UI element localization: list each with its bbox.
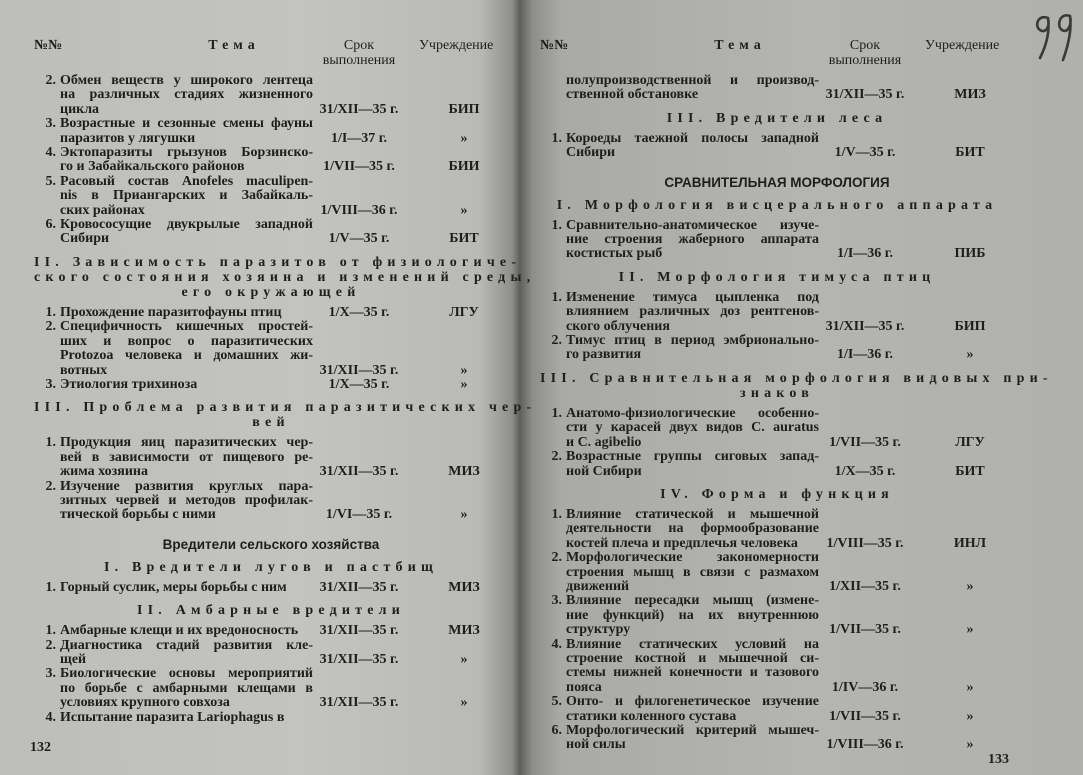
section-heading-line: III. Сравнительная морфология видовых при-: [540, 370, 1053, 386]
chapter-heading: Вредители сельского хозяйства: [162, 536, 380, 552]
row-topic-line: го развития: [566, 347, 642, 363]
row-topic-line: Морфологический критерий мышеч-: [566, 723, 819, 738]
row-topic-line: Влияние статических условий на: [566, 636, 819, 652]
row-number: 2.: [45, 478, 56, 494]
header-term: [304, 38, 414, 68]
row-number: 1.: [551, 405, 562, 421]
row-number: 1.: [551, 217, 562, 233]
row-topic-line: Онто- и филогенетическое изучение: [566, 694, 819, 710]
row-topic-line: строение костной и мышечной си-: [566, 650, 819, 666]
row-institution: МИЗ: [954, 87, 986, 103]
row-topic-line: Горный суслик, меры борьбы с ним: [60, 579, 287, 595]
row-deadline: 31/XII—35 г.: [319, 362, 399, 378]
row-institution: МИЗ: [448, 464, 480, 480]
row-topic-line: Возрастные группы сиговых запад-: [566, 449, 819, 465]
row-deadline: 1/X—35 г.: [834, 463, 896, 479]
row-institution: »: [460, 130, 468, 146]
row-topic-line: зитных червей и методов профилак-: [60, 492, 313, 508]
left-page: [34, 36, 537, 725]
row-topic-line: Влияние статической и мышечной: [566, 506, 819, 522]
row-topic-line: стемы нижней конечности и тазового: [566, 665, 819, 681]
row-topic-line: строения мышц в связи с размахом: [566, 564, 819, 580]
row-institution: »: [460, 695, 468, 711]
row-deadline: 1/V—35 г.: [834, 145, 896, 161]
table-row: [34, 218, 508, 247]
header-number: №№: [34, 38, 63, 53]
section-heading-line: I. Вредители лугов и пастбищ: [103, 559, 439, 575]
row-topic-line: Изменение тимуса цыпленка под: [566, 289, 819, 305]
row-number: 5.: [551, 694, 562, 710]
row-institution: ИНЛ: [953, 535, 987, 551]
row-topic-line: структуру: [566, 622, 631, 638]
table-row: [540, 724, 1014, 753]
header-term-line: Срок: [343, 38, 375, 53]
section-heading: [540, 111, 1014, 126]
row-topic-line: Изучение развития круглых пара-: [60, 478, 313, 494]
row-institution: »: [460, 651, 468, 667]
row-topic-line: Амбарные клещи и их вредоносность: [60, 623, 299, 639]
table-row: [34, 624, 508, 638]
row-number: 1.: [551, 130, 562, 146]
header-term-line: выполнения: [828, 53, 902, 68]
table-header: [540, 36, 1014, 74]
row-topic-line: Расовый состав Anofeles maculipen-: [60, 173, 313, 189]
table-row: [540, 219, 1014, 262]
table-row: [34, 175, 508, 218]
row-deadline: 1/VIII—35 г.: [826, 535, 904, 551]
row-institution: МИЗ: [448, 579, 480, 595]
row-topic-line: Обмен веществ у широкого лентеца: [60, 73, 313, 88]
row-deadline: 1/VII—35 г.: [323, 159, 395, 175]
row-topic-line: Специфичность кишечных простей-: [60, 319, 313, 335]
row-topic-line: ственной обстановке: [566, 87, 699, 103]
row-topic-line: Возрастные и сезонные смены фауны: [60, 116, 313, 132]
row-number: 1.: [45, 304, 56, 320]
table-row: [34, 320, 508, 378]
row-number: 6.: [45, 217, 56, 233]
header-institution: Учреждение: [925, 38, 1000, 53]
row-institution: »: [966, 708, 974, 724]
row-topic-line: деятельности на формообразование: [566, 521, 819, 537]
header-institution: Учреждение: [419, 38, 494, 53]
row-topic-line: Влияние пересадки мышц (измене-: [566, 593, 819, 609]
row-institution: »: [966, 578, 974, 594]
row-number: 4.: [551, 636, 562, 652]
row-topic-line: условиях крупного совхоза: [60, 695, 230, 711]
table-row: [540, 594, 1014, 637]
row-deadline: 1/VIII—36 г.: [320, 202, 398, 218]
section-heading: [34, 254, 536, 300]
header-term-line: Срок: [849, 38, 881, 53]
table-row: [34, 74, 508, 117]
table-header: [34, 36, 508, 74]
section-heading-line: III. Вредители леса: [666, 110, 888, 126]
row-institution: БИП: [448, 101, 480, 117]
row-institution: »: [966, 622, 974, 638]
row-topic-line: жима хозяина: [60, 464, 148, 480]
page-number-right: 133: [988, 752, 1009, 767]
row-topic-line: Короеды таежной полосы западной: [566, 130, 819, 146]
table-row: [540, 334, 1014, 363]
row-deadline: 1/I—36 г.: [836, 347, 894, 363]
table-row: [34, 639, 508, 668]
row-topic-line: на различных стадиях жизненного: [60, 87, 313, 103]
row-topic-line: nis в Приангарских и Забайкаль-: [60, 188, 313, 204]
section-heading: [540, 270, 1014, 285]
row-number: 6.: [551, 723, 562, 738]
row-topic-line: Прохождение паразитофауны птиц: [60, 304, 282, 320]
row-topic-line: го и Забайкальского районов: [60, 159, 245, 175]
row-institution: »: [966, 347, 974, 363]
row-deadline: 1/V—35 г.: [328, 231, 390, 247]
table-row: [540, 74, 1014, 103]
row-number: 4.: [45, 709, 56, 725]
row-institution: БИИ: [448, 159, 480, 175]
row-number: 2.: [551, 550, 562, 566]
row-number: 2.: [45, 319, 56, 335]
row-institution: БИТ: [449, 231, 479, 247]
row-topic-line: статики коленного сустава: [566, 708, 737, 724]
row-topic-line: ной Сибири: [566, 463, 642, 479]
right-page: [540, 36, 1053, 753]
header-term-line: выполнения: [322, 53, 396, 68]
page-number-left: 132: [30, 740, 51, 755]
table-row: [540, 551, 1014, 594]
row-topic-line: щей: [60, 651, 87, 667]
table-row: [34, 480, 508, 523]
row-topic-line: Продукция яиц паразитических чер-: [60, 435, 313, 451]
row-topic-line: Эктопаразиты грызунов Борзинско-: [60, 145, 313, 161]
row-topic-line: тической борьбы с ними: [60, 507, 216, 523]
row-deadline: 31/XII—35 г.: [825, 318, 905, 334]
table-row: [540, 638, 1014, 696]
section-heading: [34, 603, 508, 618]
row-number: 1.: [45, 623, 56, 639]
row-institution: БИТ: [955, 145, 985, 161]
row-topic-line: цикла: [60, 101, 100, 117]
row-number: 3.: [45, 376, 56, 392]
row-topic-line: костистых рыб: [566, 246, 663, 262]
row-topic-line: костей плеча и предплечья человека: [566, 535, 798, 551]
section-heading-line: вей: [252, 415, 290, 431]
row-number: 1.: [45, 435, 56, 451]
section-heading-line: IV. Форма и функция: [660, 486, 894, 502]
table-row: [34, 378, 508, 392]
row-topic-line: Protozoa человека и домашних жи-: [60, 348, 313, 364]
row-topic-line: пояса: [566, 679, 602, 695]
row-topic-line: ского облучения: [566, 318, 670, 334]
row-institution: БИТ: [955, 463, 985, 479]
row-number: 1.: [551, 289, 562, 305]
table-row: [34, 581, 508, 595]
row-topic-line: Биологические основы мероприятий: [60, 666, 313, 682]
row-number: 2.: [551, 333, 562, 349]
row-number: 1.: [551, 506, 562, 522]
row-deadline: 31/XII—35 г.: [825, 87, 905, 103]
section-heading: [34, 560, 508, 575]
table-row: [540, 695, 1014, 724]
row-topic-line: Анатомо-физиологические особенно-: [566, 405, 819, 421]
section-heading-line: его окружающей: [181, 284, 361, 300]
row-deadline: 1/X—35 г.: [328, 376, 390, 392]
table-row: [540, 291, 1014, 334]
row-topic-line: движений: [566, 578, 630, 594]
row-deadline: 1/IV—36 г.: [831, 679, 899, 695]
row-number: 3.: [45, 116, 56, 132]
row-number: 4.: [45, 145, 56, 161]
row-topic-line: вей в зависимости от пищевого ре-: [60, 449, 313, 465]
row-topic-line: Сравнительно-анатомическое изуче-: [566, 217, 819, 233]
row-number: 3.: [45, 666, 56, 682]
row-number: 3.: [551, 593, 562, 609]
row-deadline: 31/XII—35 г.: [319, 623, 399, 639]
row-number: 2.: [551, 449, 562, 465]
row-institution: »: [460, 202, 468, 218]
header-topic: Тема: [714, 38, 766, 53]
row-topic-line: ских районах: [60, 202, 145, 218]
row-topic-line: вотных: [60, 362, 108, 378]
row-topic-line: влиянием различных доз рентгенов-: [566, 304, 819, 320]
section-heading: [34, 400, 537, 431]
row-topic-line: Диагностика стадий развития кле-: [60, 637, 313, 653]
row-topic-line: Морфологические закономерности: [566, 550, 819, 566]
row-deadline: 1/XII—35 г.: [829, 578, 901, 594]
row-topic-line: Тимус птиц в период эмбрионально-: [566, 333, 819, 349]
section-heading: [540, 487, 1014, 502]
row-topic-line: Этиология трихиноза: [60, 376, 198, 392]
row-number: 2.: [45, 637, 56, 653]
row-topic-line: ние строения жаберного аппарата: [566, 232, 819, 248]
table-row: [34, 436, 508, 479]
row-institution: »: [460, 507, 468, 523]
row-deadline: 31/XII—35 г.: [319, 464, 399, 480]
row-deadline: 1/I—36 г.: [836, 246, 894, 262]
table-row: [34, 146, 508, 175]
header-topic: Тема: [208, 38, 260, 53]
section-heading-line: II. Зависимость паразитов от физиологиче-: [34, 254, 522, 270]
handwritten-page-note: [1030, 8, 1078, 66]
row-deadline: 1/VII—35 г.: [829, 622, 901, 638]
table-row: [540, 450, 1014, 479]
row-institution: ЛГУ: [955, 434, 985, 450]
row-number: 5.: [45, 173, 56, 189]
table-row: [34, 117, 508, 146]
row-institution: »: [966, 679, 974, 695]
section-heading: [540, 198, 1014, 213]
section-heading: [540, 370, 1053, 401]
section-heading-line: знаков: [740, 385, 814, 401]
table-row: [34, 306, 508, 320]
row-institution: »: [460, 376, 468, 392]
row-deadline: 31/XII—35 г.: [319, 579, 399, 595]
row-topic-line: Сибири: [566, 145, 616, 161]
row-number: 1.: [45, 579, 56, 595]
row-institution: »: [460, 362, 468, 378]
row-number: 2.: [45, 73, 56, 88]
section-heading-line: ского состояния хозяина и изменений среды,: [34, 269, 536, 285]
row-deadline: 1/X—35 г.: [328, 304, 390, 320]
table-row: [540, 508, 1014, 551]
row-deadline: 1/VII—35 г.: [829, 434, 901, 450]
chapter-heading: СРАВНИТЕЛЬНАЯ МОРФОЛОГИЯ: [664, 174, 890, 190]
row-topic-line: ших и вопрос о паразитических: [60, 333, 313, 349]
row-topic-line: полупроизводственной и производ-: [566, 73, 819, 88]
row-deadline: 31/XII—35 г.: [319, 101, 399, 117]
row-topic-line: Кровососущие двукрылые западной: [60, 217, 313, 233]
row-topic-line: ной силы: [566, 737, 626, 753]
row-institution: ПИБ: [954, 246, 986, 262]
row-deadline: 31/XII—35 г.: [319, 695, 399, 711]
section-heading-line: I. Морфология висцерального аппарата: [556, 197, 998, 213]
row-topic-line: ние функций) на их внутреннюю: [566, 607, 819, 623]
row-deadline: 31/XII—35 г.: [319, 651, 399, 667]
row-institution: ЛГУ: [449, 304, 479, 320]
header-number: №№: [540, 38, 569, 53]
section-heading-line: III. Проблема развития паразитических чер-: [34, 400, 537, 416]
table-row: [540, 407, 1014, 450]
row-deadline: 1/VII—35 г.: [829, 708, 901, 724]
row-topic-line: Испытание паразита Lariophagus в: [60, 709, 285, 725]
table-row: [540, 132, 1014, 161]
row-deadline: 1/VI—35 г.: [325, 507, 393, 523]
table-row: [34, 711, 508, 725]
row-deadline: 1/I—37 г.: [330, 130, 388, 146]
section-heading-line: II. Морфология тимуса птиц: [618, 269, 936, 285]
row-institution: »: [966, 737, 974, 753]
table-row: [34, 667, 508, 710]
row-topic-line: и C. agibelio: [566, 434, 642, 450]
row-topic-line: сти у карасей двух видов C. auratus: [566, 420, 819, 436]
section-heading-line: II. Амбарные вредители: [137, 603, 405, 619]
row-deadline: 1/VIII—36 г.: [826, 737, 904, 753]
row-institution: БИП: [954, 318, 986, 334]
row-topic-line: по борьбе с амбарными клещами в: [60, 680, 313, 696]
row-topic-line: паразитов у лягушки: [60, 130, 196, 146]
row-topic-line: Сибири: [60, 231, 110, 247]
row-institution: МИЗ: [448, 623, 480, 639]
header-term: [810, 38, 920, 68]
